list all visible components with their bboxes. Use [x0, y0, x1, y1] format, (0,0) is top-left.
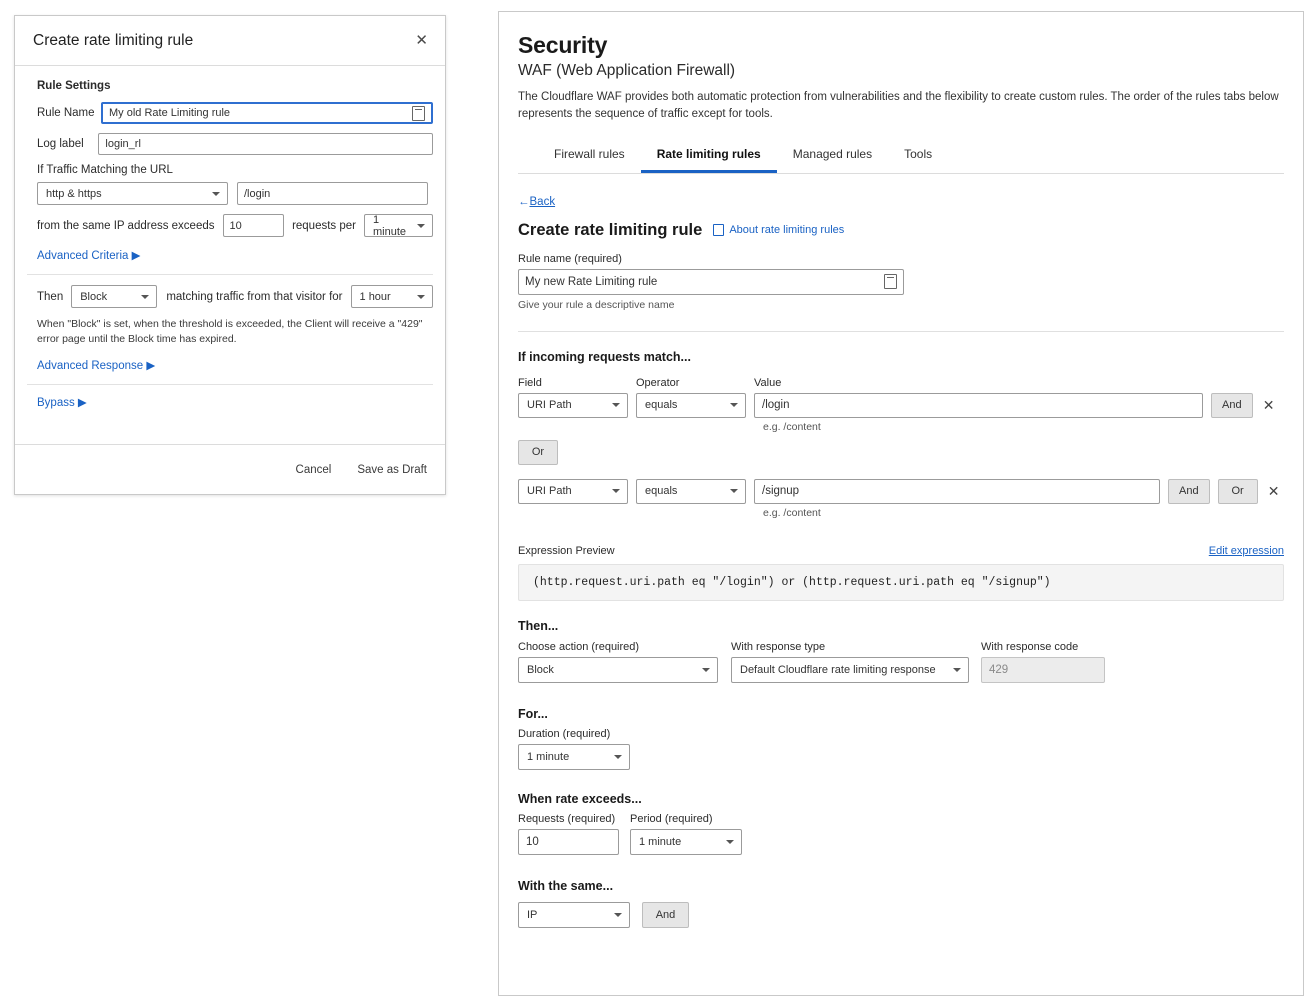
- rule-name-input[interactable]: [518, 269, 904, 295]
- with-same-controls: [518, 902, 1284, 928]
- back-link[interactable]: [518, 196, 555, 208]
- modal-duration-value: 1 hour: [359, 290, 391, 303]
- modal-rule-name-input[interactable]: [101, 102, 433, 124]
- condition-row: [518, 479, 1284, 504]
- operator-column-label: Operator: [636, 376, 680, 389]
- modal-traffic-label-row: [27, 164, 433, 176]
- choose-action-field: [518, 641, 731, 683]
- value-column-label: Value: [754, 376, 782, 389]
- choose-action-value: Block: [527, 663, 554, 676]
- requests-input[interactable]: [518, 829, 619, 855]
- response-code-value: 429: [989, 663, 1009, 676]
- divider: [518, 331, 1284, 332]
- condition-2-value-input[interactable]: [754, 479, 1160, 504]
- modal-log-label-row: [27, 133, 433, 155]
- modal-duration-select[interactable]: [351, 285, 433, 308]
- modal-body: [15, 66, 445, 444]
- create-rate-limiting-rule-modal: [14, 15, 446, 495]
- chevron-down-icon: [212, 192, 220, 196]
- modal-threshold-row: [27, 214, 433, 237]
- rate-controls: [518, 813, 1284, 855]
- condition-2-value: /signup: [762, 485, 800, 497]
- save-as-draft-button[interactable]: Save as Draft: [357, 463, 427, 476]
- modal-title: Create rate limiting rule: [33, 31, 194, 49]
- chevron-down-icon: [726, 840, 734, 844]
- condition-2-operator-select[interactable]: [636, 479, 746, 504]
- divider: [27, 274, 433, 275]
- condition-1-value-input[interactable]: [754, 393, 1203, 418]
- external-link-icon: [713, 224, 724, 236]
- condition-2-example: e.g. /content: [763, 506, 821, 519]
- match-section-title: If incoming requests match...: [518, 349, 691, 364]
- about-link-label: About rate limiting rules: [729, 224, 845, 236]
- page-description: The Cloudflare WAF provides both automatic protection from vulnerabilities and the flexibility to create custom rules. The order of the rules tabs below represents the sequence of traffic except for tools.: [518, 91, 1279, 121]
- panel-content: [499, 12, 1303, 928]
- with-same-and-button[interactable]: And: [642, 902, 689, 928]
- advanced-criteria-label: Advanced Criteria: [37, 250, 129, 262]
- cancel-button[interactable]: Cancel: [295, 463, 332, 476]
- bypass-label: Bypass: [37, 397, 75, 410]
- condition-1-example: e.g. /content: [763, 420, 821, 433]
- modal-period-select[interactable]: [364, 214, 433, 237]
- modal-scheme-value: http & https: [46, 187, 102, 200]
- modal-rule-name-value: My old Rate Limiting rule: [109, 107, 231, 119]
- duration-value: 1 minute: [527, 750, 570, 763]
- advanced-criteria-link[interactable]: Advanced Criteria ▶: [37, 250, 141, 262]
- condition-2-remove-icon[interactable]: ✕: [1267, 483, 1280, 499]
- modal-then-label: Then: [37, 290, 64, 303]
- modal-url-row: [27, 182, 433, 205]
- period-select[interactable]: [630, 829, 742, 855]
- choose-action-select[interactable]: [518, 657, 718, 683]
- expression-preview-header: [518, 545, 1284, 557]
- then-controls: [518, 641, 1284, 683]
- modal-matching-label: matching traffic from that visitor for: [166, 290, 343, 303]
- modal-block-note: When "Block" is set, when the threshold is exceeded, the Client will receive a "429" error page until the Block time has expired.: [37, 318, 423, 346]
- chevron-down-icon: [417, 224, 425, 228]
- condition-1-and-button[interactable]: And: [1211, 393, 1253, 418]
- modal-footer: [15, 444, 445, 494]
- response-type-field: [731, 641, 981, 683]
- create-rule-title: Create rate limiting rule: [518, 220, 703, 239]
- copy-icon[interactable]: [412, 106, 425, 121]
- chevron-down-icon: [612, 403, 620, 407]
- condition-2-or-button[interactable]: Or: [1218, 479, 1258, 504]
- condition-column-headers: [518, 377, 1284, 389]
- chevron-down-icon: [614, 913, 622, 917]
- period-value: 1 minute: [639, 835, 682, 848]
- modal-action-select[interactable]: [71, 285, 157, 308]
- edit-expression-link[interactable]: Edit expression: [1208, 544, 1284, 557]
- with-same-select[interactable]: [518, 902, 630, 928]
- expression-preview-box: (http.request.uri.path eq "/login") or (http.request.uri.path eq "/signup"): [518, 564, 1284, 601]
- rule-name-value: My new Rate Limiting rule: [525, 275, 658, 288]
- modal-exceeds-label: from the same IP address exceeds: [37, 219, 215, 232]
- security-waf-panel: [498, 11, 1304, 996]
- modal-requests-input[interactable]: [223, 214, 285, 237]
- condition-1-operator-select[interactable]: [636, 393, 746, 418]
- chevron-down-icon: [612, 489, 620, 493]
- modal-scheme-select[interactable]: [37, 182, 228, 205]
- chevron-down-icon: [141, 295, 149, 299]
- chevron-down-icon: [730, 489, 738, 493]
- divider: [27, 384, 433, 385]
- with-same-value: IP: [527, 908, 538, 921]
- modal-log-label-label: Log label: [37, 138, 84, 150]
- tab-managed-rules[interactable]: Managed rules: [792, 146, 873, 161]
- modal-log-label-value: login_rl: [105, 138, 141, 150]
- tab-tools[interactable]: Tools: [904, 146, 933, 161]
- condition-1-field-value: URI Path: [527, 399, 572, 411]
- for-section-title: For...: [518, 706, 548, 721]
- with-same-section-title: With the same...: [518, 878, 614, 893]
- modal-path-input[interactable]: [237, 182, 428, 205]
- chevron-down-icon: [953, 668, 961, 672]
- then-section-title: Then...: [518, 618, 559, 633]
- duration-label: Duration (required): [518, 727, 611, 740]
- duration-field: [518, 728, 1284, 770]
- chevron-down-icon: [730, 403, 738, 407]
- modal-requests-value: 10: [229, 219, 242, 232]
- bypass-link[interactable]: Bypass ▶: [37, 397, 87, 410]
- modal-header: [15, 16, 445, 66]
- create-rule-heading-row: [518, 221, 1284, 240]
- back-arrow-icon: ←: [518, 195, 530, 208]
- rate-section-title: When rate exceeds...: [518, 791, 642, 806]
- field-column-label: Field: [518, 376, 542, 389]
- rule-name-label: Rule name (required): [518, 252, 622, 265]
- chevron-down-icon: [614, 755, 622, 759]
- response-type-label: With response type: [731, 640, 826, 653]
- rule-settings-heading: Rule Settings: [37, 80, 111, 92]
- condition-1-value: /login: [762, 399, 790, 411]
- add-or-condition-button[interactable]: Or: [518, 440, 558, 465]
- response-code-field: [981, 641, 1105, 683]
- advanced-response-label: Advanced Response: [37, 360, 144, 373]
- about-rate-limiting-rules-link[interactable]: [713, 224, 844, 236]
- condition-1-remove-icon[interactable]: ✕: [1262, 397, 1275, 413]
- modal-rule-name-label: Rule Name: [37, 107, 95, 119]
- tab-rate-limiting-rules[interactable]: Rate limiting rules: [641, 138, 777, 173]
- condition-2-operator-value: equals: [645, 485, 678, 497]
- condition-1-field-select[interactable]: [518, 393, 628, 418]
- rule-name-help: Give your rule a descriptive name: [518, 298, 675, 311]
- chevron-down-icon: [702, 668, 710, 672]
- modal-action-value: Block: [80, 290, 108, 303]
- response-type-select[interactable]: [731, 657, 969, 683]
- advanced-response-link[interactable]: Advanced Response ▶: [37, 360, 156, 373]
- expression-preview-label: Expression Preview: [518, 544, 615, 557]
- modal-path-value: /login: [244, 187, 271, 200]
- period-label: Period (required): [630, 812, 713, 825]
- duration-select[interactable]: [518, 744, 630, 770]
- condition-2-and-button[interactable]: And: [1168, 479, 1210, 504]
- rule-name-field: [518, 253, 1284, 311]
- page-title: Security: [518, 32, 608, 58]
- choose-action-label: Choose action (required): [518, 640, 640, 653]
- close-icon[interactable]: ✕: [415, 32, 428, 49]
- chevron-down-icon: [417, 295, 425, 299]
- modal-requests-per-label: requests per: [292, 219, 356, 232]
- back-label: Back: [529, 195, 556, 208]
- response-type-value: Default Cloudflare rate limiting response: [740, 663, 936, 676]
- requests-value: 10: [526, 835, 539, 848]
- condition-1-operator-value: equals: [645, 399, 678, 411]
- modal-then-row: [27, 285, 433, 308]
- modal-rule-name-row: [27, 102, 433, 124]
- tab-firewall-rules[interactable]: Firewall rules: [554, 146, 625, 161]
- response-code-label: With response code: [981, 640, 1079, 653]
- condition-2-field-value: URI Path: [527, 485, 572, 497]
- condition-2-field-select[interactable]: [518, 479, 628, 504]
- modal-period-value: 1 minute: [373, 213, 407, 238]
- condition-row: [518, 393, 1284, 418]
- tab-bar: [518, 138, 1284, 174]
- modal-traffic-label: If Traffic Matching the URL: [37, 164, 173, 176]
- modal-log-label-input[interactable]: [98, 133, 433, 155]
- requests-field: [518, 813, 619, 855]
- copy-icon[interactable]: [884, 274, 897, 289]
- page-subtitle: WAF (Web Application Firewall): [518, 62, 736, 79]
- response-code-input[interactable]: [981, 657, 1105, 683]
- requests-label: Requests (required): [518, 812, 616, 825]
- period-field: [630, 813, 742, 855]
